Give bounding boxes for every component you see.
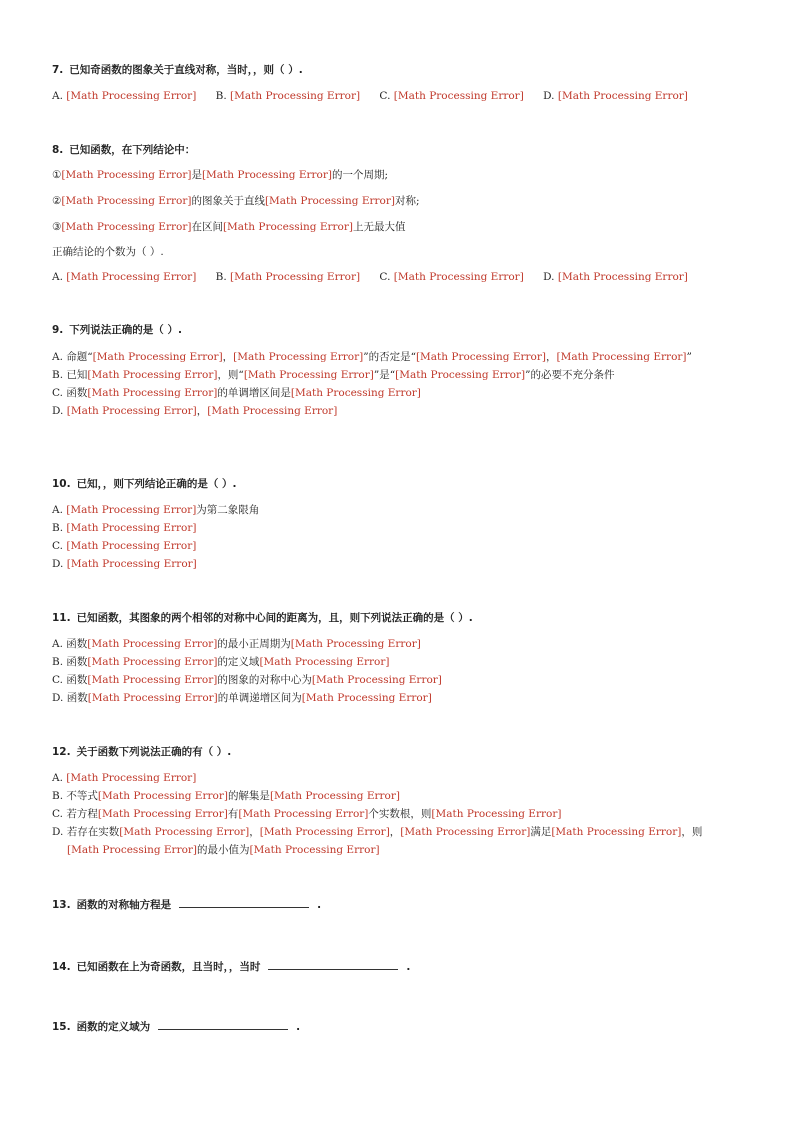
option-b[interactable]: B. 不等式[Math Processing Error]的解集是[Math Processing Error] <box>52 790 400 802</box>
question-8-stem: 8. 已知函数，在下列结论中： <box>52 144 196 156</box>
option-b[interactable]: B. [Math Processing Error] <box>215 271 361 283</box>
option-a[interactable]: A. [Math Processing Error] <box>52 90 197 102</box>
option-d[interactable]: D. [Math Processing Error] <box>52 558 197 570</box>
statement-2: ②[Math Processing Error]的图象关于直线[Math Processing Error]对称; <box>52 195 420 207</box>
option-a[interactable]: A. [Math Processing Error] <box>52 772 197 784</box>
option-a[interactable]: A. [Math Processing Error] <box>52 271 197 283</box>
option-c[interactable]: C. 若方程[Math Processing Error]有[Math Processing Error]个实数根，则[Math Processing Error] <box>52 808 562 820</box>
option-b[interactable]: B. 已知[Math Processing Error]，则“[Math Processing Error]”是“[Math Processing Error]”的必要不充分条件 <box>52 369 615 381</box>
question-13: 13. 函数的对称轴方程是 . <box>52 896 752 913</box>
option-b[interactable]: B. [Math Processing Error] <box>52 522 197 534</box>
question-8-options <box>52 268 752 286</box>
question-7-stem: 7. 已知奇函数的图象关于直线对称，当时，，则（ ）. <box>52 64 303 76</box>
question-11 <box>52 610 752 707</box>
option-a[interactable]: A. 函数[Math Processing Error]的最小正周期为[Math Processing Error] <box>52 638 421 650</box>
statement-3: ③[Math Processing Error]在区间[Math Processing Error]上无最大值 <box>52 221 406 233</box>
option-a[interactable]: A. [Math Processing Error]为第二象限角 <box>52 504 260 516</box>
question-15: 15. 函数的定义域为 . <box>52 1018 752 1035</box>
answer-blank[interactable] <box>268 958 398 970</box>
option-d[interactable]: D. 若存在实数[Math Processing Error]，[Math Processing Error]，[Math Processing Error]满足[Math Processing Error]，则[Math Processing Error]的最小值为[Math Processing Error] <box>52 826 703 856</box>
option-d[interactable]: D. [Math Processing Error] <box>543 271 688 283</box>
option-d[interactable]: D. [Math Processing Error] <box>543 90 688 102</box>
option-a[interactable]: A. 命题“[Math Processing Error]，[Math Processing Error]”的否定是“[Math Processing Error]，[Math Processing Error]” <box>52 351 692 363</box>
question-14: 14. 已知函数在上为奇函数，且当时，，当时 . <box>52 958 752 975</box>
question-7 <box>52 62 752 105</box>
question-10 <box>52 476 752 573</box>
option-d[interactable]: D. 函数[Math Processing Error]的单调递增区间为[Math Processing Error] <box>52 692 432 704</box>
question-12 <box>52 744 752 859</box>
option-c[interactable]: C. [Math Processing Error] <box>379 90 524 102</box>
question-11-stem: 11. 已知函数，其图象的两个相邻的对称中心间的距离为，且，则下列说法正确的是（ ）. <box>52 612 473 624</box>
option-c[interactable]: C. [Math Processing Error] <box>379 271 524 283</box>
question-9-stem: 9. 下列说法正确的是（ ）. <box>52 324 182 336</box>
question-10-stem: 10. 已知，，则下列结论正确的是（ ）. <box>52 478 237 490</box>
option-c[interactable]: C. 函数[Math Processing Error]的单调增区间是[Math Processing Error] <box>52 387 421 399</box>
answer-blank[interactable] <box>179 896 309 908</box>
answer-blank[interactable] <box>158 1018 288 1030</box>
statement-1: ①[Math Processing Error]是[Math Processing Error]的一个周期; <box>52 169 389 181</box>
question-8 <box>52 142 752 286</box>
option-c[interactable]: C. [Math Processing Error] <box>52 540 197 552</box>
option-b[interactable]: B. 函数[Math Processing Error]的定义域[Math Processing Error] <box>52 656 390 668</box>
option-c[interactable]: C. 函数[Math Processing Error]的图象的对称中心为[Math Processing Error] <box>52 674 442 686</box>
question-8-count: 正确结论的个数为（ ）. <box>52 246 164 258</box>
option-b[interactable]: B. [Math Processing Error] <box>215 90 361 102</box>
question-12-stem: 12. 关于函数下列说法正确的有（ ）. <box>52 746 232 758</box>
question-9 <box>52 322 752 420</box>
option-d[interactable]: D. [Math Processing Error]，[Math Processing Error] <box>52 405 338 417</box>
question-7-options <box>52 87 752 105</box>
